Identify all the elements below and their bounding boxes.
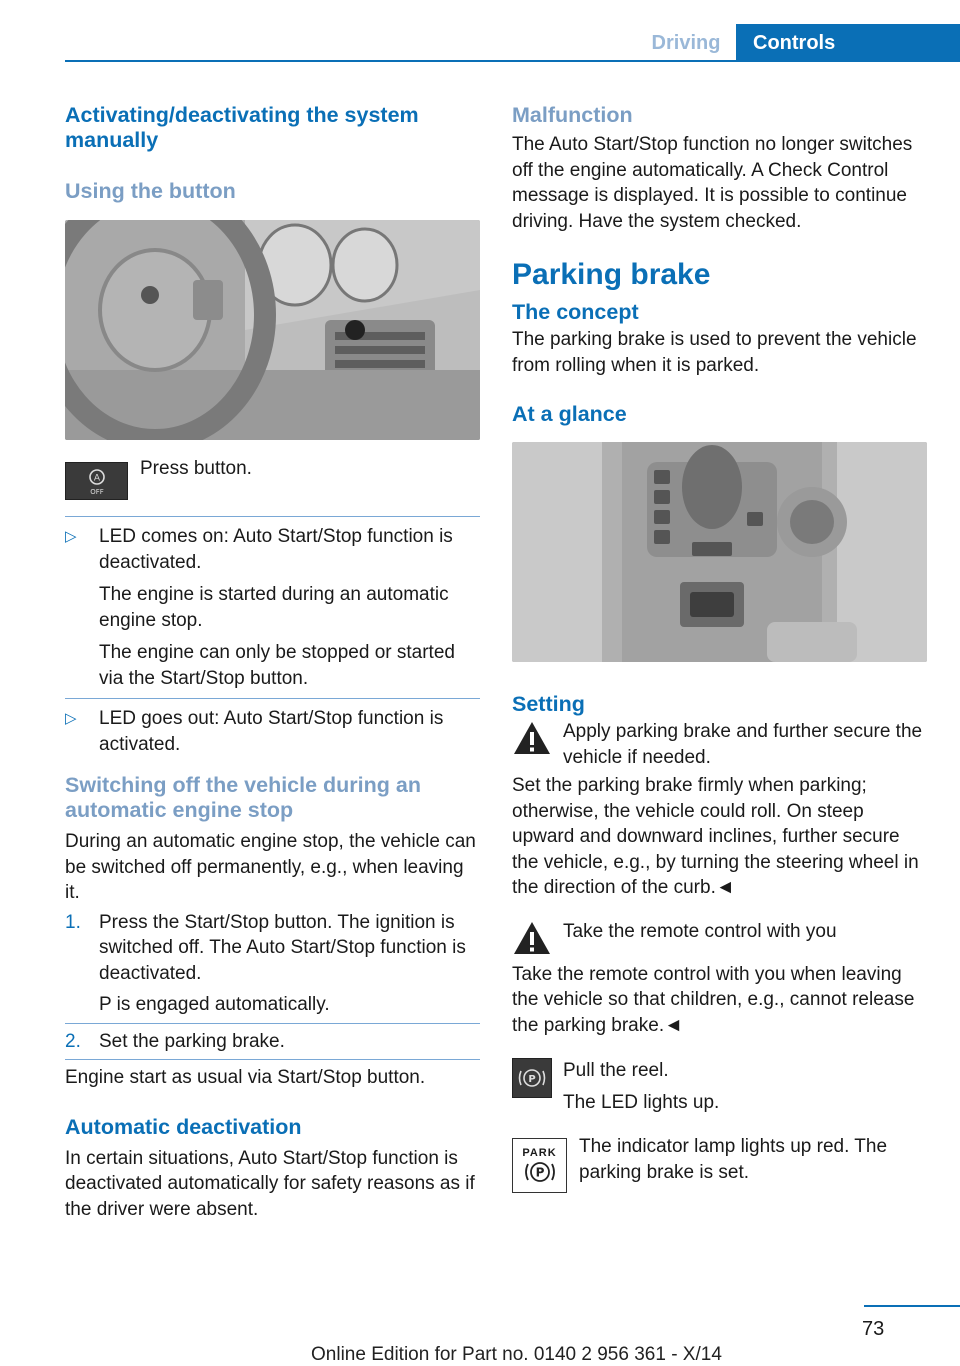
header-rule [65, 60, 960, 62]
heading-parking-brake: Parking brake [512, 258, 711, 291]
left-column [65, 103, 480, 1222]
parking-brake-button-icon [512, 1058, 552, 1098]
led-lights-text: The LED lights up. [563, 1091, 720, 1113]
heading-concept: The concept [512, 300, 639, 324]
pull-reel-row [512, 1058, 927, 1115]
heading-setting: Setting [512, 692, 585, 716]
list-item: 1. Press the Start/Stop button. The ignition is switched off. The Auto Start/Stop function is deactivated. P is engaged automatically. [65, 911, 466, 1015]
svg-text:P: P [528, 1074, 536, 1085]
divider [65, 516, 480, 517]
footer-edition: Online Edition for Part no. 0140 2 956 361 - X/14 [311, 1344, 722, 1365]
footer-rule [864, 1305, 960, 1307]
console-photo [512, 442, 927, 662]
heading-at-a-glance: At a glance [512, 402, 627, 426]
led-list-2 [65, 706, 480, 757]
warning-1 [512, 719, 927, 770]
svg-text:A: A [93, 473, 100, 484]
triangle-bullet-icon: ▷ [65, 528, 77, 545]
header-chapter: Controls [736, 24, 960, 62]
divider [65, 698, 480, 699]
park-indicator-icon: PARK P [512, 1138, 567, 1193]
warning-1-text: Set the parking brake firmly when parking; otherwise, the vehicle could roll. On steep upward and downward inclines, further secure the vehicle, e.g., by turning the steering wheel in the direction of the curb.◄ [512, 775, 919, 898]
indicator-row [512, 1138, 927, 1193]
dashboard-photo [65, 220, 480, 440]
list-item: 2. Set the parking brake. [65, 1030, 285, 1052]
malfunction-text: The Auto Start/Stop function no longer switches off the engine automatically. A Check Control message is displayed. It is possible to continue driving. Have the system checked. [512, 134, 913, 232]
automatic-deactivation-text: In certain situations, Auto Start/Stop function is deactivated automatically for safety reasons as if the driver were absent. [65, 1147, 475, 1220]
right-column [512, 103, 927, 1193]
indicator-text: The indicator lamp lights up red. The parking brake is set. [579, 1136, 888, 1183]
svg-text:OFF: OFF [89, 488, 104, 496]
heading-using-button: Using the button [65, 179, 236, 203]
pull-reel-text: Pull the reel. [563, 1060, 669, 1081]
led-list [65, 524, 480, 691]
warning-icon [512, 919, 552, 957]
triangle-bullet-icon: ▷ [65, 710, 77, 727]
heading-automatic-deactivation: Automatic deactivation [65, 1114, 302, 1139]
warning-2-title: Take the remote control with you [563, 920, 837, 942]
warning-icon [512, 719, 552, 757]
press-button-text: Press button. [140, 458, 252, 479]
list-item: ▷ LED goes out: Auto Start/Stop function is activated. [65, 708, 444, 755]
header-section: Driving [651, 32, 721, 54]
heading-malfunction: Malfunction [512, 103, 633, 127]
warning-2 [512, 919, 927, 957]
auto-start-stop-off-icon [65, 462, 128, 500]
heading-activating: Activating/deactivating the system manually [65, 103, 419, 152]
divider [65, 1059, 480, 1060]
press-button-row [65, 458, 480, 500]
warning-1-title: Apply parking brake and further secure the vehicle if needed. [563, 721, 923, 768]
engine-start-text: Engine start as usual via Start/Stop button. [65, 1067, 426, 1088]
svg-text:P: P [535, 1165, 544, 1179]
divider [65, 1023, 480, 1024]
concept-text: The parking brake is used to prevent the vehicle from rolling when it is parked. [512, 329, 917, 376]
list-item: ▷ LED comes on: Auto Start/Stop function is deactivated. The engine is started during an automatic engine stop. The engine can only be stopped or started via the Start/Stop button. [65, 526, 455, 689]
switching-off-text: During an automatic engine stop, the vehicle can be switched off permanently, e.g., when leaving it. [65, 831, 476, 903]
heading-switching-off: Switching off the vehicle during an automatic engine stop [65, 773, 421, 822]
page-number: 73 [862, 1318, 885, 1340]
warning-2-text: Take the remote control with you when leaving the vehicle so that children, e.g., cannot release the parking brake.◄ [512, 963, 915, 1036]
steps-list [65, 910, 480, 1055]
